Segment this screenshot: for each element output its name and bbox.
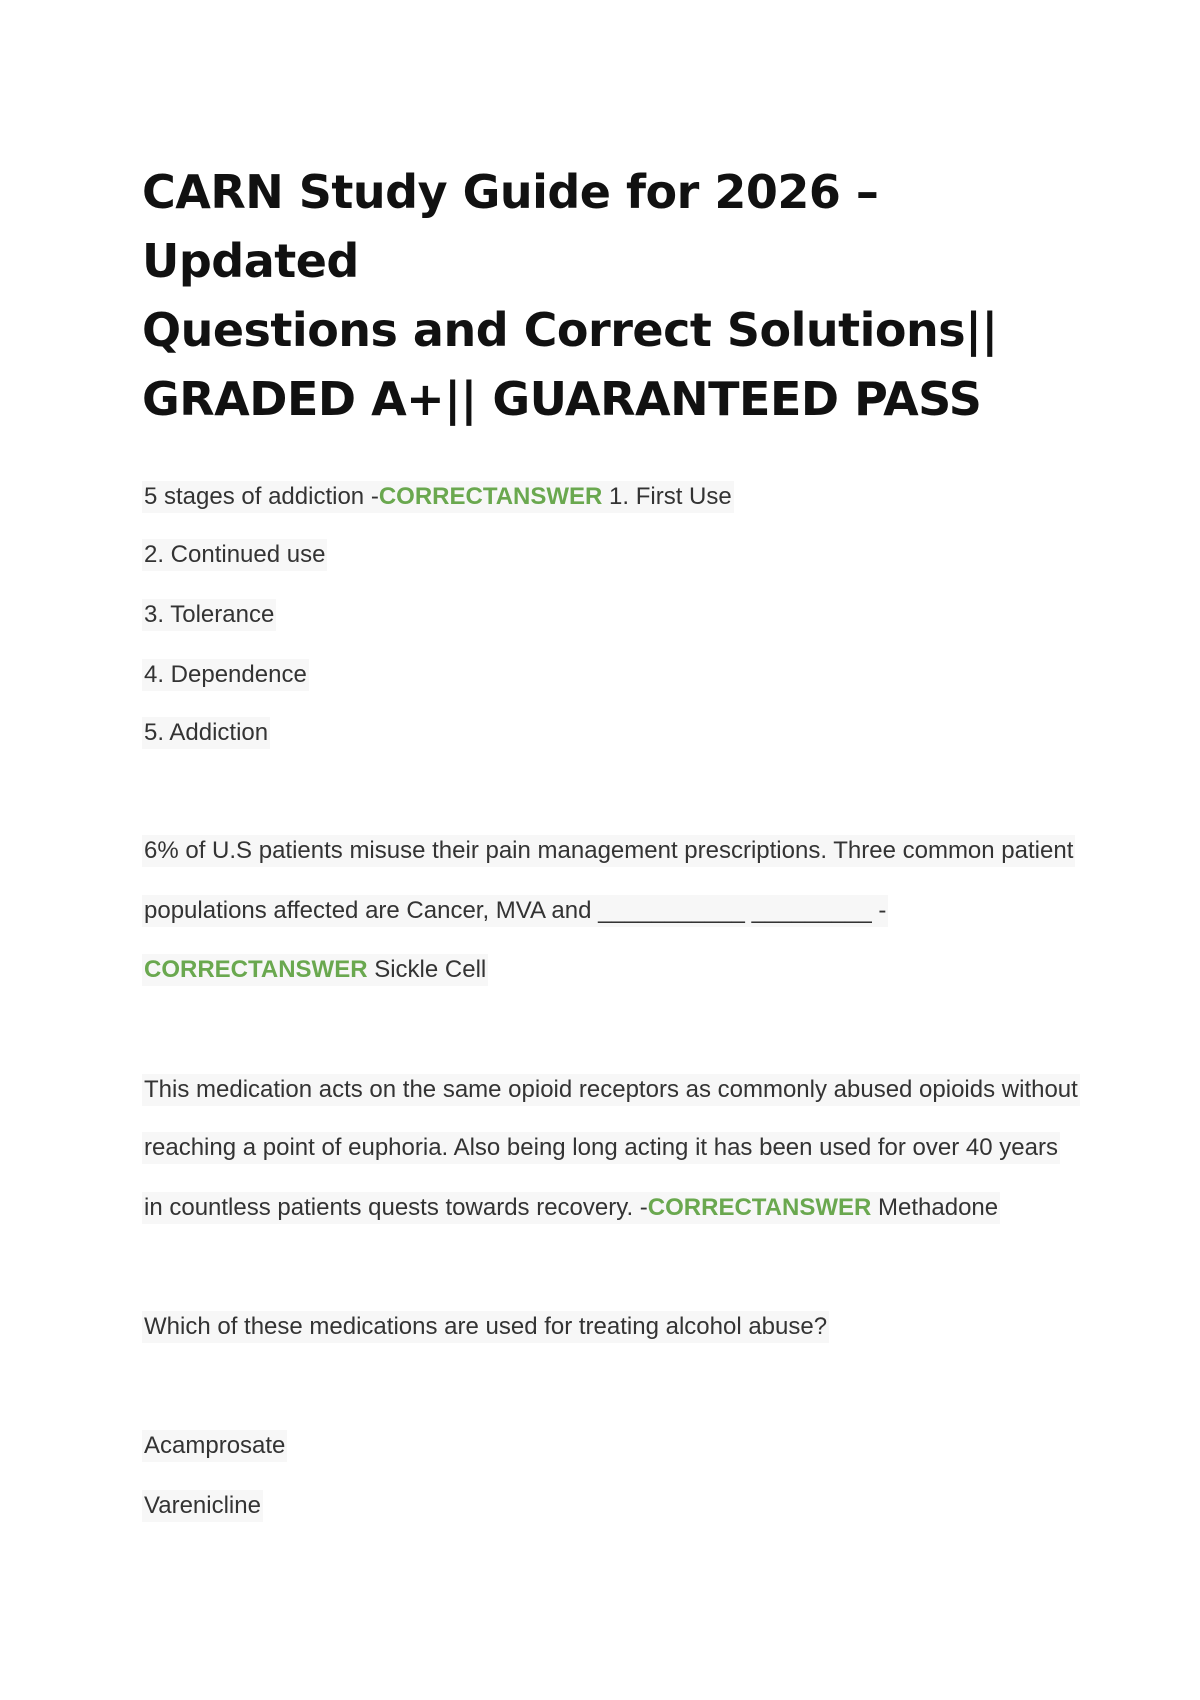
title-line-2: Questions and Correct Solutions|| [142,303,998,357]
q1-item-2: 2. Continued use [142,539,327,571]
q3-line-2: reaching a point of euphoria. Also being long acting it has been used for over 40 years [142,1132,1060,1164]
q3-answer: Methadone [871,1194,999,1221]
q3-line-3: in countless patients quests towards recovery. - [144,1194,648,1221]
q2-answer-label: CORRECTANSWER [144,956,368,983]
q3-answer-label: CORRECTANSWER [647,1194,872,1221]
q2-line-2: populations affected are Cancer, MVA and ___________ _________ - [142,895,888,927]
q4-option-2: Varenicline [142,1490,263,1522]
q4-option-1: Acamprosate [142,1430,287,1462]
q1-item-3: 3. Tolerance [142,599,276,631]
q2-answer-line [142,954,488,986]
q3-answer-line [142,1192,1000,1224]
q2-line-1: 6% of U.S patients misuse their pain management prescriptions. Three common patient [142,835,1075,867]
q2-answer: Sickle Cell [367,956,487,983]
q1-item-4: 4. Dependence [142,659,309,691]
title-line-1: CARN Study Guide for 2026 – Updated [142,165,879,288]
document-title [142,158,1102,434]
q1-question-line [142,481,734,513]
q4-question: Which of these medications are used for treating alcohol abuse? [142,1311,829,1343]
q1-answer-first: 1. First Use [602,483,732,510]
q1-item-5: 5. Addiction [142,717,270,749]
q1-answer-label: CORRECTANSWER [378,483,603,510]
q3-line-1: This medication acts on the same opioid receptors as commonly abused opioids without [142,1074,1080,1106]
q1-question: 5 stages of addiction - [144,483,379,510]
title-line-3: GRADED A+|| GUARANTEED PASS [142,372,982,426]
